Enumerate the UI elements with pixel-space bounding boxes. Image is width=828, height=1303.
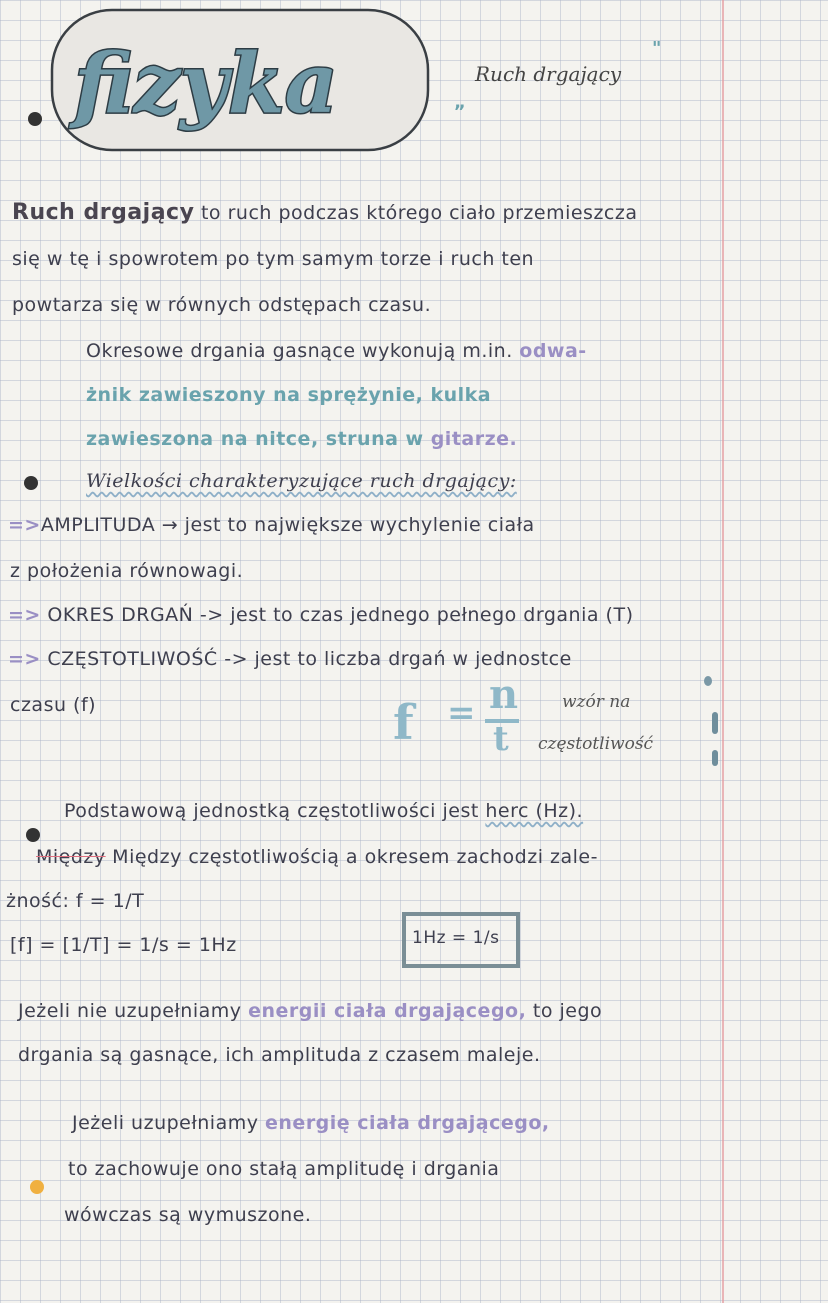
punch-hole-3 — [26, 828, 40, 842]
ink-mark-2 — [712, 712, 718, 734]
p3-line1-a: Jeżeli nie uzupełniamy — [18, 1000, 249, 1022]
amplitude-term: AMPLITUDA — [40, 514, 156, 536]
punch-hole-4 — [30, 1180, 44, 1194]
margin-line — [722, 0, 724, 1303]
term-ruch-drgajacy: Ruch drgający — [12, 200, 195, 225]
p3-energy: energii ciała drgającego, — [248, 1000, 527, 1022]
page-subtitle: Ruch drgający — [475, 62, 622, 86]
amplitude-arrow: => — [8, 514, 41, 536]
period-arrow: => — [8, 604, 41, 626]
p2-line1-b: odwa- — [519, 340, 587, 362]
unit-line2-strike: Między — [36, 846, 106, 868]
p4-energy: energię ciała drgającego, — [265, 1112, 550, 1134]
period-line — [8, 604, 633, 626]
p3-line1 — [18, 1000, 602, 1022]
unit-herc: herc (Hz). — [485, 800, 584, 822]
amplitude-line1 — [8, 514, 535, 536]
frequency-rest: -> jest to liczba drgań w jednostce — [217, 648, 572, 670]
p2-line2: żnik zawieszony na sprężynie, kulka — [86, 384, 492, 406]
frequency-arrow: => — [8, 648, 41, 670]
formula-note-line2: częstotliwość — [538, 734, 654, 754]
p4-line2: to zachowuje ono stałą amplitudę i drgania — [68, 1158, 500, 1180]
unit-line4: [f] = [1/T] = 1/s = 1Hz — [10, 934, 237, 956]
unit-box-text: 1Hz = 1/s — [412, 928, 500, 948]
unit-line2 — [36, 846, 598, 868]
p2-line3-a: zawieszona na nitce, struna — [86, 428, 406, 450]
formula-numerator: n — [489, 671, 519, 718]
p2-line1-a: Okresowe drgania gasnące wykonują m.in. — [86, 340, 520, 362]
frequency-term: CZĘSTOTLIWOŚĆ — [47, 648, 218, 670]
unit-line2-rest: Między częstotliwością a okresem zachodzi zale- — [105, 846, 598, 868]
period-term: OKRES DRGAŃ — [47, 604, 194, 626]
unit-line1 — [64, 800, 583, 822]
formula-lhs: f — [393, 695, 414, 751]
frequency-line1 — [8, 648, 572, 670]
amplitude-rest: → jest to największe wychylenie ciała — [155, 514, 535, 536]
p2-line3 — [86, 428, 517, 450]
unit-line1-a: Podstawową jednostką częstotliwości jest — [64, 800, 486, 822]
frequency-line2: czasu (f) — [10, 694, 97, 716]
ink-dot-1 — [704, 676, 712, 686]
quote-close-mark: " — [652, 38, 662, 59]
p4-line1 — [72, 1112, 550, 1134]
ink-mark-3 — [712, 750, 718, 766]
p3-line1-c: to jego — [526, 1000, 603, 1022]
section-heading: Wielkości charakteryzujące ruch drgający: — [86, 470, 517, 492]
p3-line2: drgania są gasnące, ich amplituda z czasem maleje. — [18, 1044, 541, 1066]
p2-line1 — [86, 340, 587, 362]
unit-box — [402, 912, 520, 968]
logo-text: fizyka — [74, 36, 338, 132]
p1-line3: powtarza się w równych odstępach czasu. — [12, 294, 432, 316]
p4-line3: wówczas są wymuszone. — [64, 1204, 312, 1226]
p1-line1-rest: to ruch podczas którego ciało przemieszcza — [194, 202, 638, 224]
quote-open-mark: „ — [454, 92, 466, 113]
p1-line1 — [12, 200, 637, 225]
formula-note-line1: wzór na — [562, 692, 631, 712]
p4-line1-a: Jeżeli uzupełniamy — [72, 1112, 266, 1134]
p2-line3-c: gitarze. — [423, 428, 518, 450]
formula-denominator: t — [493, 719, 509, 759]
p2-line3-b: w — [405, 428, 424, 450]
p1-line2: się w tę i spowrotem po tym samym torze i ruch ten — [12, 248, 535, 270]
unit-line3: żność: f = 1/T — [6, 890, 145, 912]
formula-eq: = — [447, 693, 476, 733]
amplitude-line2: z położenia równowagi. — [10, 560, 244, 582]
fizyka-logo — [40, 0, 440, 160]
punch-hole-2 — [24, 476, 38, 490]
period-rest: -> jest to czas jednego pełnego drgania (T) — [193, 604, 634, 626]
